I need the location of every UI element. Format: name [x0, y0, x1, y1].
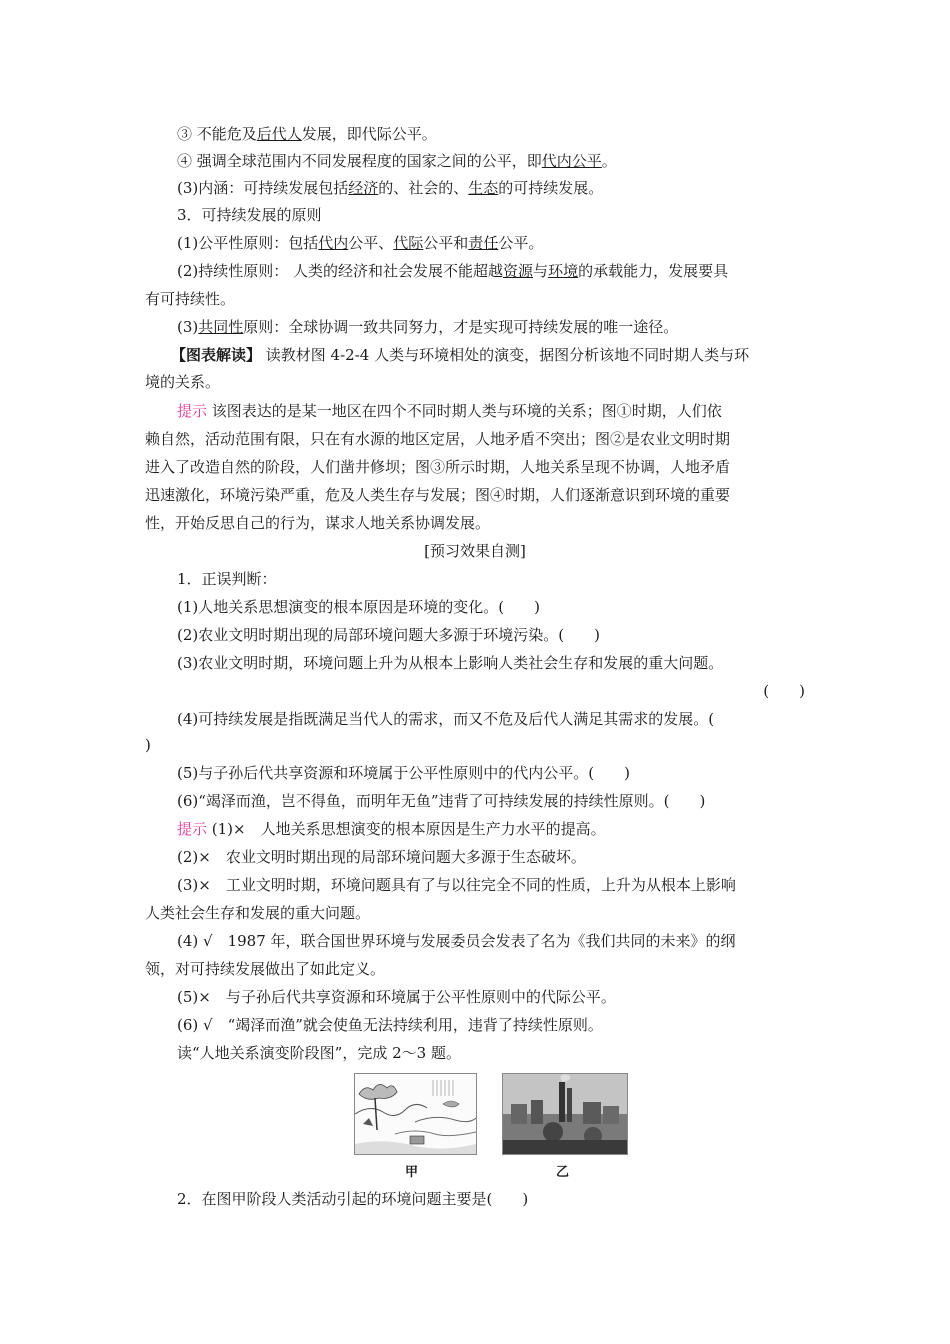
figure-yi-image	[502, 1073, 628, 1155]
quiz-item: (2)农业文明时期出现的局部环境问题大多源于环境污染。( )	[177, 626, 600, 644]
answer-line: (3)× 工业文明时期，环境问题具有了与以往完全不同的性质，上升为从根本上影响	[177, 876, 736, 894]
quiz-title: 1．正误判断：	[177, 570, 277, 588]
figure-jia-image	[354, 1073, 477, 1155]
answer-line: 领，对可持续发展做出了如此定义。	[145, 960, 386, 978]
answer-line: (2)× 农业文明时期出现的局部环境问题大多源于生态破坏。	[177, 848, 586, 866]
answer-line: (4) √ 1987 年，联合国世界环境与发展委员会发表了名为《我们共同的未来》的纲	[177, 932, 736, 950]
quiz-item: (5)与子孙后代共享资源和环境属于公平性原则中的代内公平。( )	[177, 764, 630, 782]
answer-paren: ( )	[763, 682, 805, 700]
answer-line: 人类社会生存和发展的重大问题。	[145, 904, 371, 922]
hint-line: 进入了改造自然的阶段，人们凿井修坝；图③所示时期，人地关系呈现不协调，人地矛盾	[145, 458, 731, 476]
hint-line: 提示 该图表达的是某一地区在四个不同时期人类与环境的关系；图①时期，人们依	[177, 402, 722, 420]
paragraph: ④ 强调全球范围内不同发展程度的国家之间的公平，即代内公平。	[177, 152, 617, 170]
hint-line: 性，开始反思自己的行为，谋求人地关系协调发展。	[145, 514, 491, 532]
paragraph: (3)共同性原则：全球协调一致共同努力，才是实现可持续发展的唯一途径。	[177, 318, 679, 336]
section-title: [预习效果自测]	[424, 542, 526, 560]
read-prompt: 读“人地关系演变阶段图”，完成 2～3 题。	[177, 1044, 461, 1062]
quiz-item: (1)人地关系思想演变的根本原因是环境的变化。( )	[177, 598, 540, 616]
chart-reading-cont: 境的关系。	[145, 373, 221, 391]
answer-line: (5)× 与子孙后代共享资源和环境属于公平性原则中的代际公平。	[177, 988, 616, 1006]
chart-reading: 【图表解读】 读教材图 4-2-4 人类与环境相处的演变，据图分析该地不同时期人类与环	[171, 346, 750, 364]
paragraph: 有可持续性。	[145, 290, 236, 308]
hint-line: 赖自然，活动范围有限，只在有水源的地区定居，人地矛盾不突出；图②是农业文明时期	[145, 430, 731, 448]
paragraph: (1)公平性原则：包括代内公平、代际公平和责任公平。	[177, 234, 544, 252]
paragraph: (2)持续性原则： 人类的经济和社会发展不能超越资源与环境的承载能力，发展要具	[177, 262, 729, 280]
figure-jia-caption: 甲	[405, 1165, 419, 1180]
quiz-item: (4)可持续发展是指既满足当代人的需求，而又不危及后代人满足其需求的发展。(	[177, 710, 715, 728]
answer-line: (6) √ “竭泽而渔”就会使鱼无法持续利用，违背了持续性原则。	[177, 1016, 603, 1034]
paragraph: ③ 不能危及后代人发展，即代际公平。	[177, 125, 437, 143]
figure-yi-caption: 乙	[556, 1165, 570, 1180]
heading: 3．可持续发展的原则	[177, 206, 322, 224]
quiz-item: (3)农业文明时期，环境问题上升为从根本上影响人类社会生存和发展的重大问题。	[177, 654, 724, 672]
paragraph: (3)内涵：可持续发展包括经济的、社会的、生态的可持续发展。	[177, 179, 604, 197]
hint-line: 迅速激化，环境污染严重，危及人类生存与发展；图④时期，人们逐渐意识到环境的重要	[145, 486, 731, 504]
question-2: 2．在图甲阶段人类活动引起的环境问题主要是( )	[177, 1190, 529, 1208]
answer-paren: )	[145, 736, 151, 754]
quiz-item: (6)“竭泽而渔，岂不得鱼，而明年无鱼”违背了可持续发展的持续性原则。( )	[177, 792, 706, 810]
answer-line: 提示 (1)× 人地关系思想演变的根本原因是生产力水平的提高。	[177, 820, 606, 838]
